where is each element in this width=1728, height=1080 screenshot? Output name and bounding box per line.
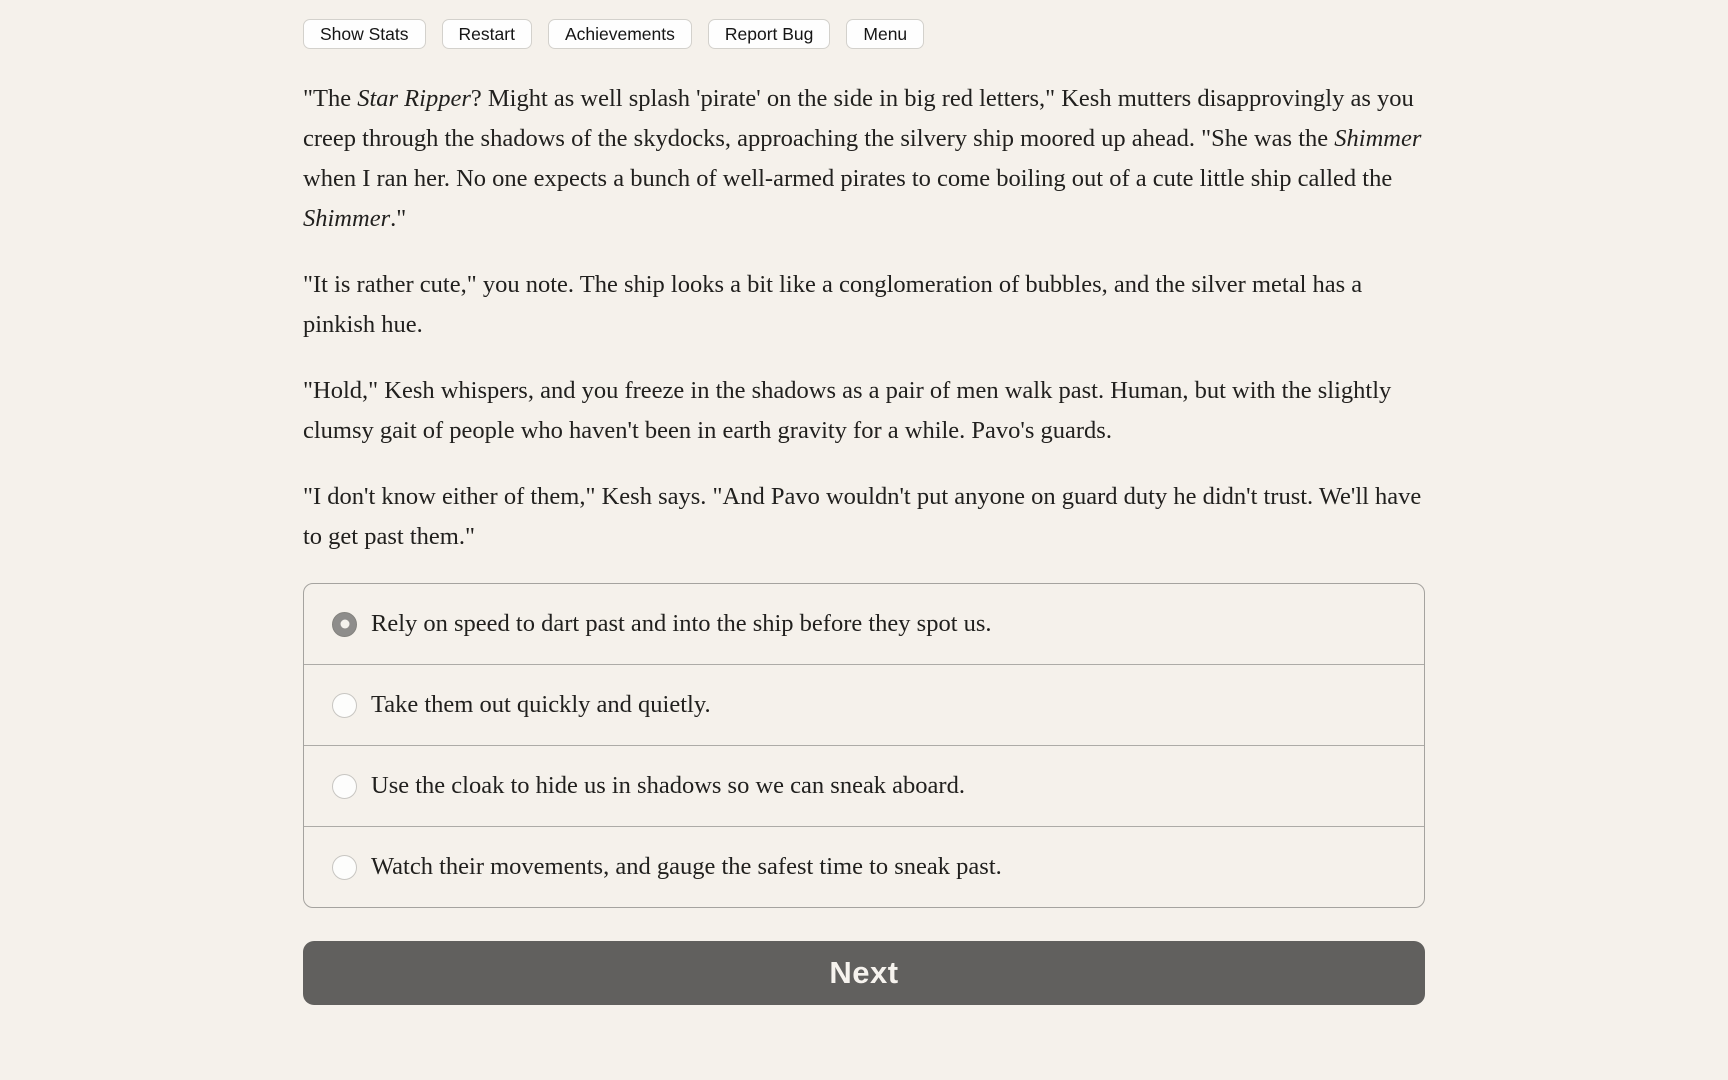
next-button[interactable]: Next	[303, 941, 1425, 1005]
story-text	[303, 79, 1425, 557]
choice-option-label: Take them out quickly and quietly.	[371, 691, 711, 719]
choice-list	[303, 583, 1425, 908]
choice-option-label: Rely on speed to dart past and into the ship before they spot us.	[371, 610, 992, 638]
choice-option-label: Watch their movements, and gauge the safest time to sneak past.	[371, 853, 1002, 881]
radio-button-icon[interactable]	[332, 693, 357, 718]
achievements-button[interactable]: Achievements	[548, 19, 692, 49]
choice-option[interactable]	[304, 745, 1424, 826]
choice-option-label: Use the cloak to hide us in shadows so we can sneak aboard.	[371, 772, 965, 800]
choice-option[interactable]	[304, 664, 1424, 745]
restart-button[interactable]: Restart	[442, 19, 532, 49]
story-paragraph: "It is rather cute," you note. The ship looks a bit like a conglomeration of bubbles, and the silver metal has a pinkish hue.	[303, 271, 1363, 338]
radio-button-icon[interactable]	[332, 612, 357, 637]
story-paragraph: "Hold," Kesh whispers, and you freeze in the shadows as a pair of men walk past. Human, but with the slightly clumsy gait of people who haven't been in earth gravity for a while. Pavo's guards.	[303, 377, 1392, 444]
choice-option[interactable]	[304, 826, 1424, 907]
choice-option[interactable]	[304, 584, 1424, 664]
story-paragraph: "The Star Ripper? Might as well splash 'pirate' on the side in big red letters," Kesh mutters disapprovingly as you creep through the shadows of the skydocks, approaching the silvery ship moored up ahead. "She was the Shimmer when I ran her. No one expects a bunch of well-armed pirates to come boiling out of a cute little ship called the Shimmer."	[303, 85, 1422, 232]
menu-button[interactable]: Menu	[846, 19, 924, 49]
toolbar	[303, 19, 1425, 49]
game-content	[303, 0, 1425, 1005]
radio-button-icon[interactable]	[332, 855, 357, 880]
story-paragraph: "I don't know either of them," Kesh says. "And Pavo wouldn't put anyone on guard duty he didn't trust. We'll have to get past them."	[303, 483, 1422, 550]
report-bug-button[interactable]: Report Bug	[708, 19, 831, 49]
radio-button-icon[interactable]	[332, 774, 357, 799]
show-stats-button[interactable]: Show Stats	[303, 19, 426, 49]
